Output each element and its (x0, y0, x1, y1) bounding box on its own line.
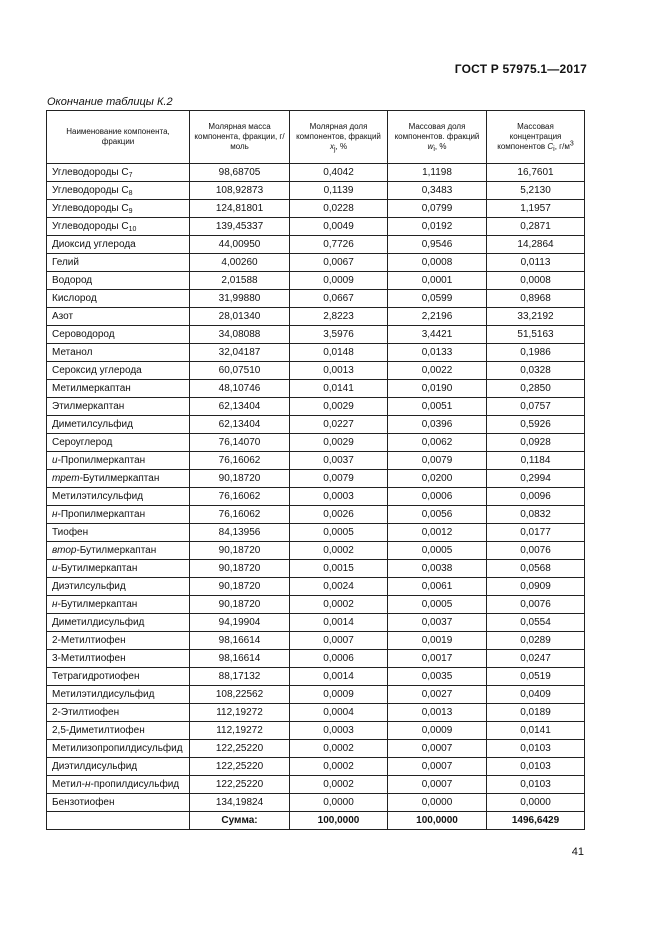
component-name: Метилэтилсульфид (47, 488, 190, 506)
molar-fraction: 0,0141 (290, 380, 388, 398)
molar-mass: 139,45337 (190, 218, 290, 236)
molar-mass: 90,18720 (190, 596, 290, 614)
molar-fraction: 0,0006 (290, 650, 388, 668)
mass-fraction: 0,0133 (388, 344, 487, 362)
molar-mass: 60,07510 (190, 362, 290, 380)
mass-concentration: 0,8968 (487, 290, 585, 308)
mass-concentration: 0,0409 (487, 686, 585, 704)
mass-fraction: 0,0192 (388, 218, 487, 236)
component-name: Сероуглерод (47, 434, 190, 452)
molar-fraction: 0,4042 (290, 164, 388, 182)
mass-fraction: 0,0001 (388, 272, 487, 290)
mass-concentration: 0,0008 (487, 272, 585, 290)
mass-fraction: 0,0061 (388, 578, 487, 596)
table-sum-row (47, 812, 585, 830)
table-row (47, 308, 585, 326)
component-name: Бензотиофен (47, 794, 190, 812)
molar-mass: 90,18720 (190, 560, 290, 578)
mass-fraction: 0,0008 (388, 254, 487, 272)
component-name: Диэтилсульфид (47, 578, 190, 596)
molar-fraction: 0,0007 (290, 632, 388, 650)
molar-fraction: 0,0026 (290, 506, 388, 524)
mass-fraction: 0,0009 (388, 722, 487, 740)
mass-concentration: 0,0096 (487, 488, 585, 506)
mass-fraction: 0,0006 (388, 488, 487, 506)
mass-fraction: 0,0062 (388, 434, 487, 452)
mass-concentration: 0,0757 (487, 398, 585, 416)
mass-concentration: 0,0076 (487, 542, 585, 560)
molar-fraction: 0,0004 (290, 704, 388, 722)
molar-mass: 90,18720 (190, 542, 290, 560)
table-row (47, 722, 585, 740)
molar-fraction: 0,0002 (290, 758, 388, 776)
component-name: Диэтилдисульфид (47, 758, 190, 776)
molar-fraction: 0,0228 (290, 200, 388, 218)
component-name: Гелий (47, 254, 190, 272)
mass-concentration: 0,2850 (487, 380, 585, 398)
table-row (47, 758, 585, 776)
mass-concentration: 0,0928 (487, 434, 585, 452)
mass-fraction: 0,0000 (388, 794, 487, 812)
molar-mass: 44,00950 (190, 236, 290, 254)
molar-fraction: 0,0002 (290, 740, 388, 758)
molar-mass: 98,16614 (190, 632, 290, 650)
component-name: Углеводороды $C_9$ (47, 200, 190, 218)
molar-fraction: 0,0067 (290, 254, 388, 272)
table-caption: Окончание таблицы К.2 (47, 96, 173, 108)
mass-concentration: 14,2864 (487, 236, 585, 254)
molar-fraction: 0,0024 (290, 578, 388, 596)
table-row (47, 704, 585, 722)
molar-fraction: 0,0009 (290, 686, 388, 704)
molar-fraction: 0,0003 (290, 722, 388, 740)
table-row (47, 524, 585, 542)
table-row (47, 506, 585, 524)
table-row (47, 236, 585, 254)
mass-concentration: 0,0247 (487, 650, 585, 668)
page-number: 41 (571, 846, 584, 858)
component-name: Кислород (47, 290, 190, 308)
sum-label: Сумма: (190, 812, 290, 830)
molar-mass: 62,13404 (190, 398, 290, 416)
mass-fraction: 0,0035 (388, 668, 487, 686)
component-name: Диметилдисульфид (47, 614, 190, 632)
table-row (47, 650, 585, 668)
molar-fraction: 0,0015 (290, 560, 388, 578)
component-name: Сероводород (47, 326, 190, 344)
table-row (47, 632, 585, 650)
molar-fraction: 0,0003 (290, 488, 388, 506)
table-row (47, 560, 585, 578)
mass-fraction: 0,0051 (388, 398, 487, 416)
mass-concentration: 0,0189 (487, 704, 585, 722)
component-name: Водород (47, 272, 190, 290)
mass-fraction: 0,0007 (388, 758, 487, 776)
component-name: 2-Этилтиофен (47, 704, 190, 722)
table-row (47, 794, 585, 812)
header-name: Наименование компонента, фракции (47, 111, 190, 164)
mass-concentration: 0,0000 (487, 794, 585, 812)
mass-fraction: 0,0190 (388, 380, 487, 398)
molar-fraction: 0,0002 (290, 542, 388, 560)
table-row (47, 380, 585, 398)
mass-fraction: 1,1198 (388, 164, 487, 182)
component-name: Метилизопропилдисульфид (47, 740, 190, 758)
molar-mass: 28,01340 (190, 308, 290, 326)
component-name: Сероксид углерода (47, 362, 190, 380)
sum-molar-fraction: 100,0000 (290, 812, 388, 830)
component-name: Метанол (47, 344, 190, 362)
table-row (47, 740, 585, 758)
mass-fraction: 0,0022 (388, 362, 487, 380)
mass-concentration: 0,1986 (487, 344, 585, 362)
molar-mass: 108,22562 (190, 686, 290, 704)
component-name: Метил-н-пропилдисульфид (47, 776, 190, 794)
mass-fraction: 0,0019 (388, 632, 487, 650)
mass-concentration: 0,0289 (487, 632, 585, 650)
component-name: и-Бутилмеркаптан (47, 560, 190, 578)
table-row (47, 398, 585, 416)
mass-fraction: 0,0027 (388, 686, 487, 704)
mass-concentration: 0,2871 (487, 218, 585, 236)
molar-fraction: 0,0014 (290, 614, 388, 632)
molar-mass: 76,16062 (190, 452, 290, 470)
table-header-row (47, 111, 585, 164)
mass-concentration: 0,0141 (487, 722, 585, 740)
table-row (47, 488, 585, 506)
molar-mass: 88,17132 (190, 668, 290, 686)
molar-mass: 122,25220 (190, 740, 290, 758)
molar-mass: 4,00260 (190, 254, 290, 272)
mass-concentration: 0,0568 (487, 560, 585, 578)
mass-concentration: 1,1957 (487, 200, 585, 218)
molar-mass: 62,13404 (190, 416, 290, 434)
component-name: Углеводороды $C_{10}$ (47, 218, 190, 236)
mass-concentration: 0,5926 (487, 416, 585, 434)
mass-concentration: 0,0832 (487, 506, 585, 524)
table-row (47, 578, 585, 596)
mass-fraction: 0,0799 (388, 200, 487, 218)
molar-fraction: 3,5976 (290, 326, 388, 344)
table-row (47, 614, 585, 632)
table-row (47, 326, 585, 344)
molar-mass: 98,68705 (190, 164, 290, 182)
molar-mass: 124,81801 (190, 200, 290, 218)
molar-mass: 31,99880 (190, 290, 290, 308)
mass-fraction: 0,0013 (388, 704, 487, 722)
molar-fraction: 0,0667 (290, 290, 388, 308)
mass-concentration: 0,2994 (487, 470, 585, 488)
table-row (47, 686, 585, 704)
molar-fraction: 0,0029 (290, 398, 388, 416)
table-row (47, 200, 585, 218)
component-name: Углеводороды $C_8$ (47, 182, 190, 200)
mass-fraction: 0,0599 (388, 290, 487, 308)
mass-concentration: 0,0076 (487, 596, 585, 614)
component-name: Этилмеркаптан (47, 398, 190, 416)
mass-concentration: 0,0103 (487, 740, 585, 758)
molar-mass: 94,19904 (190, 614, 290, 632)
mass-fraction: 0,0017 (388, 650, 487, 668)
component-name: и-Пропилмеркаптан (47, 452, 190, 470)
molar-mass: 122,25220 (190, 776, 290, 794)
molar-mass: 90,18720 (190, 470, 290, 488)
component-name: Диметилсульфид (47, 416, 190, 434)
molar-mass: 112,19272 (190, 722, 290, 740)
molar-fraction: 0,0037 (290, 452, 388, 470)
sum-empty-cell (47, 812, 190, 830)
table-row (47, 218, 585, 236)
mass-concentration: 16,7601 (487, 164, 585, 182)
mass-fraction: 0,0037 (388, 614, 487, 632)
header-mass-concentration: Массовая концентрация компонентов $C_i$, $г/м^3$ (487, 111, 585, 164)
component-name: 2-Метилтиофен (47, 632, 190, 650)
mass-concentration: 0,0909 (487, 578, 585, 596)
table-row (47, 668, 585, 686)
document-standard-code: ГОСТ Р 57975.1—2017 (454, 62, 587, 76)
molar-mass: 122,25220 (190, 758, 290, 776)
table-row (47, 164, 585, 182)
molar-mass: 34,08088 (190, 326, 290, 344)
mass-fraction: 3,4421 (388, 326, 487, 344)
mass-concentration: 0,0554 (487, 614, 585, 632)
table-row (47, 254, 585, 272)
component-name: 2,5-Диметилтиофен (47, 722, 190, 740)
mass-concentration: 5,2130 (487, 182, 585, 200)
molar-mass: 108,92873 (190, 182, 290, 200)
component-name: Углеводороды $C_7$ (47, 164, 190, 182)
molar-mass: 134,19824 (190, 794, 290, 812)
mass-fraction: 0,0200 (388, 470, 487, 488)
molar-fraction: 0,0005 (290, 524, 388, 542)
table-row (47, 416, 585, 434)
component-name: 3-Метилтиофен (47, 650, 190, 668)
molar-fraction: 0,7726 (290, 236, 388, 254)
table-row (47, 596, 585, 614)
molar-mass: 76,16062 (190, 488, 290, 506)
mass-fraction: 2,2196 (388, 308, 487, 326)
molar-fraction: 0,0079 (290, 470, 388, 488)
component-name: Диоксид углерода (47, 236, 190, 254)
table-row (47, 452, 585, 470)
molar-fraction: 0,0148 (290, 344, 388, 362)
table-row (47, 470, 585, 488)
table-row (47, 272, 585, 290)
component-name: втор-Бутилмеркаптан (47, 542, 190, 560)
component-name: Метилэтилдисульфид (47, 686, 190, 704)
molar-fraction: 0,0002 (290, 776, 388, 794)
table-row (47, 542, 585, 560)
molar-fraction: 0,0014 (290, 668, 388, 686)
mass-fraction: 0,0005 (388, 542, 487, 560)
table-row (47, 776, 585, 794)
molar-fraction: 0,0009 (290, 272, 388, 290)
molar-fraction: 2,8223 (290, 308, 388, 326)
component-name: Азот (47, 308, 190, 326)
mass-fraction: 0,0396 (388, 416, 487, 434)
sum-mass-fraction: 100,0000 (388, 812, 487, 830)
table-row (47, 290, 585, 308)
header-molar-fraction: Молярная доля компонентов, фракций $x_j$, % (290, 111, 388, 164)
header-molar-mass: Молярная масса компонента, фракции, г/моль (190, 111, 290, 164)
molar-fraction: 0,1139 (290, 182, 388, 200)
table-row (47, 182, 585, 200)
mass-fraction: 0,0005 (388, 596, 487, 614)
molar-fraction: 0,0049 (290, 218, 388, 236)
molar-fraction: 0,0013 (290, 362, 388, 380)
table-row (47, 362, 585, 380)
mass-concentration: 51,5163 (487, 326, 585, 344)
mass-fraction: 0,0056 (388, 506, 487, 524)
component-name: н-Пропилмеркаптан (47, 506, 190, 524)
mass-concentration: 0,1184 (487, 452, 585, 470)
component-name: трет-Бутилмеркаптан (47, 470, 190, 488)
mass-fraction: 0,0012 (388, 524, 487, 542)
molar-mass: 90,18720 (190, 578, 290, 596)
molar-mass: 98,16614 (190, 650, 290, 668)
mass-concentration: 0,0328 (487, 362, 585, 380)
mass-concentration: 0,0177 (487, 524, 585, 542)
molar-mass: 84,13956 (190, 524, 290, 542)
molar-mass: 48,10746 (190, 380, 290, 398)
table-row (47, 434, 585, 452)
mass-fraction: 0,9546 (388, 236, 487, 254)
mass-fraction: 0,0007 (388, 740, 487, 758)
molar-mass: 32,04187 (190, 344, 290, 362)
mass-concentration: 0,0103 (487, 758, 585, 776)
mass-fraction: 0,0007 (388, 776, 487, 794)
mass-concentration: 0,0103 (487, 776, 585, 794)
component-name: Метилмеркаптан (47, 380, 190, 398)
molar-fraction: 0,0227 (290, 416, 388, 434)
molar-fraction: 0,0000 (290, 794, 388, 812)
mass-concentration: 0,0519 (487, 668, 585, 686)
mass-concentration: 0,0113 (487, 254, 585, 272)
molar-mass: 76,14070 (190, 434, 290, 452)
molar-fraction: 0,0029 (290, 434, 388, 452)
component-name: Тетрагидротиофен (47, 668, 190, 686)
component-name: н-Бутилмеркаптан (47, 596, 190, 614)
mass-fraction: 0,0038 (388, 560, 487, 578)
molar-mass: 76,16062 (190, 506, 290, 524)
table-row (47, 344, 585, 362)
molar-fraction: 0,0002 (290, 596, 388, 614)
molar-mass: 112,19272 (190, 704, 290, 722)
mass-fraction: 0,0079 (388, 452, 487, 470)
header-mass-fraction: Массовая доля компонентов. фракций $w_i$, % (388, 111, 487, 164)
sum-mass-concentration: 1496,6429 (487, 812, 585, 830)
component-name: Тиофен (47, 524, 190, 542)
components-table (46, 110, 585, 830)
mass-concentration: 33,2192 (487, 308, 585, 326)
molar-mass: 2,01588 (190, 272, 290, 290)
mass-fraction: 0,3483 (388, 182, 487, 200)
